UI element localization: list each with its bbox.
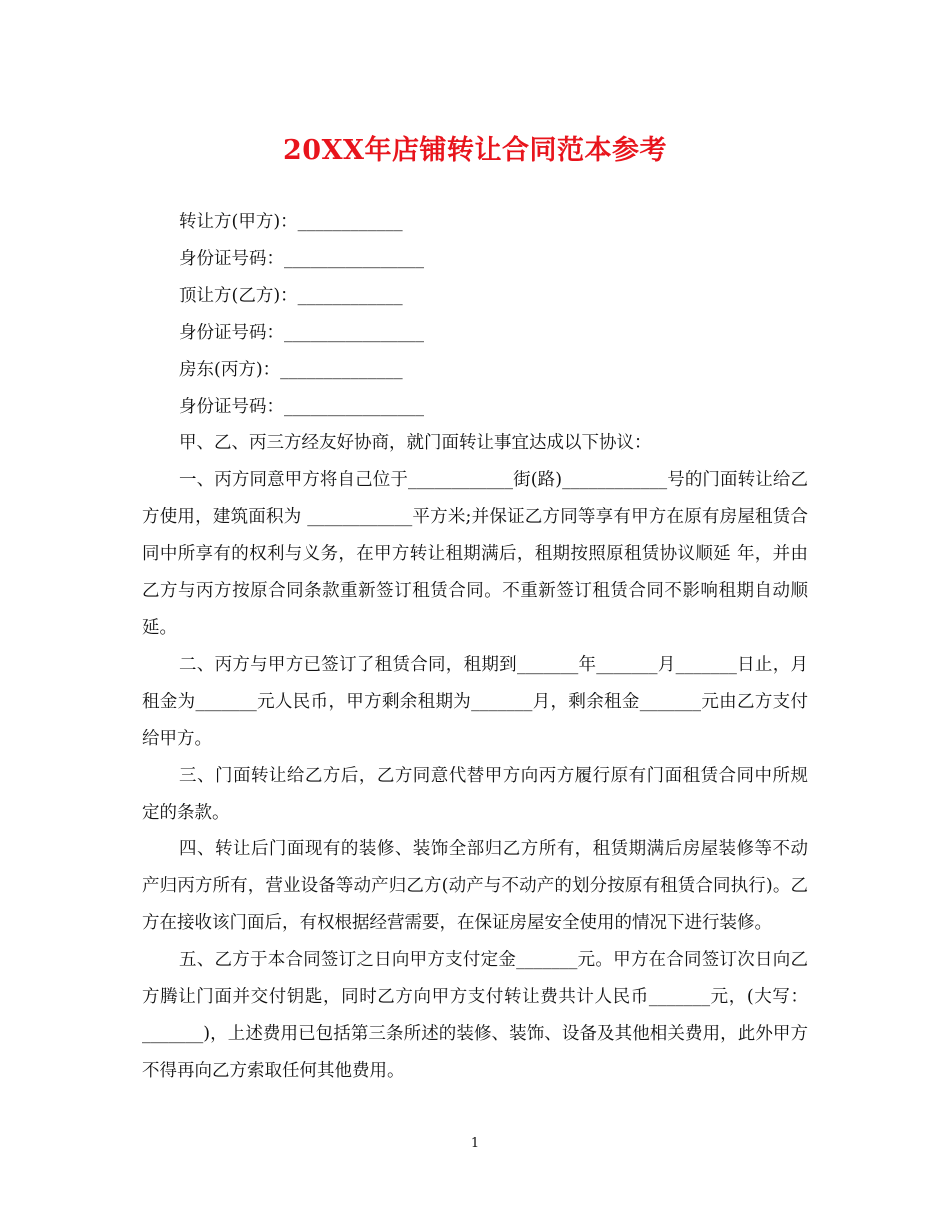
clause-4: 四、转让后门面现有的装修、装饰全部归乙方所有，租赁期满后房屋装修等不动产归丙方所有，营业设备等动产归乙方(动产与不动产的划分按原有租赁合同执行)。乙方在接收该门面后，有权根据经营需要，在保证房屋安全使用的情况下进行装修。 [142, 839, 808, 934]
page-number: 1 [470, 1136, 480, 1151]
document-body [142, 204, 808, 1090]
transferee-id-field: 身份证号码：________________ [179, 322, 424, 343]
transferor-field: 转让方(甲方)：____________ [179, 212, 403, 232]
landlord-id-field: 身份证号码：________________ [179, 396, 424, 417]
transferor-id-field: 身份证号码：________________ [179, 248, 424, 269]
clause-2: 二、丙方与甲方已签订了租赁合同，租期到_______年_______月_______日止，月租金为_______元人民币，甲方剩余租期为_______月，剩余租金_______元由乙方支付给甲方。 [142, 654, 808, 749]
document-title: 20XX年店铺转让合同范本参考 [283, 135, 667, 166]
transferee-field: 顶让方(乙方)：____________ [179, 285, 403, 306]
agreement-intro: 甲、乙、丙三方经友好协商，就门面转让事宜达成以下协议： [179, 433, 652, 454]
clause-3: 三、门面转让给乙方后，乙方同意代替甲方向丙方履行原有门面租赁合同中所规定的条款。 [142, 765, 808, 823]
landlord-field: 房东(丙方)：______________ [179, 359, 403, 380]
clause-5: 五、乙方于本合同签订之日向甲方支付定金_______元。甲方在合同签订次日向乙方腾让门面并交付钥匙，同时乙方向甲方支付转让费共计人民币_______元，(大写：_______)，上述费用已包括第三条所述的装修、装饰、设备及其他相关费用，此外甲方不得再向乙方索取任何其他费用。 [142, 950, 808, 1081]
clause-1: 一、丙方同意甲方将自己位于____________街(路)____________号的门面转让给乙方使用，建筑面积为 ____________平方米;并保证乙方同等享有甲方在原有房屋租赁合同中所享有的权利与义务，在甲方转让租期满后，租期按照原租赁协议顺延 年，并由乙方与丙方按原合同条款重新签订租赁合同。不重新签订租赁合同不影响租期自动顺延。 [142, 470, 808, 638]
